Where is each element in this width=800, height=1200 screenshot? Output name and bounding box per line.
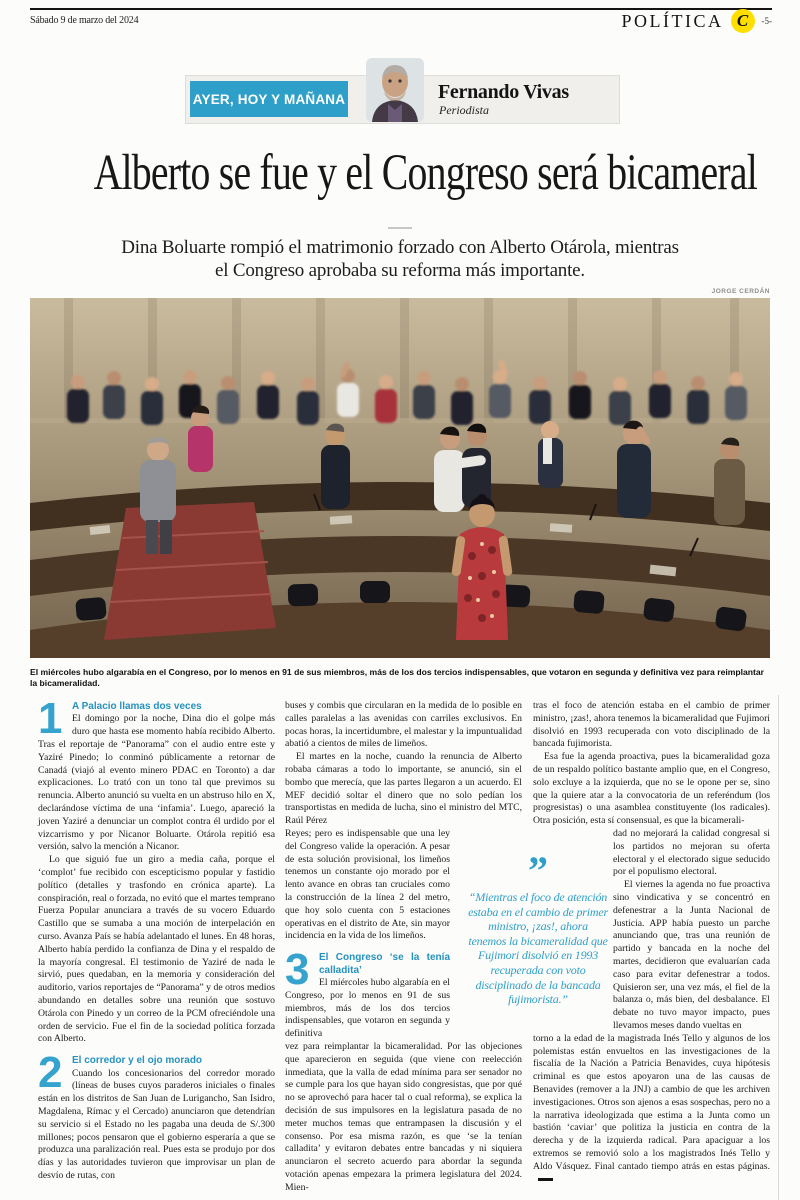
column-header-bar bbox=[185, 75, 620, 124]
article-end-mark bbox=[538, 1178, 553, 1182]
pull-quote bbox=[468, 848, 608, 1007]
section-1-number: 1 bbox=[38, 694, 63, 743]
paragraph: dad no mejorará la calidad congresal si los partidos no mejoran su oferta electoral y el electorado sigue seducido por el populismo electoral. bbox=[613, 827, 770, 878]
column-2-narrow bbox=[285, 828, 450, 1041]
section-3-number: 3 bbox=[285, 945, 310, 995]
pull-quote-text: “Mientras el foco de atención estaba en el cambio de primer ministro, ¡zas!, ahora tenemos la bicameralidad que Fujimori disolvió en 1993 recuperada con voto disciplinado de la bancada fujimorista.” bbox=[468, 890, 608, 1007]
section-1 bbox=[38, 694, 275, 854]
paragraph bbox=[533, 1033, 770, 1187]
kicker-label: AYER, HOY Y MAÑANA bbox=[192, 91, 346, 107]
paragraph: El miércoles hubo algarabía en el Congreso, por lo menos en 91 de sus miembros, más de los dos tercios indispensables, que votaron en segunda y definitiva bbox=[285, 976, 450, 1040]
section-1-title: A Palacio llamas dos veces bbox=[72, 701, 202, 712]
section-3 bbox=[285, 945, 450, 1041]
el-comercio-logo-icon: C bbox=[731, 9, 755, 33]
paragraph: El martes en la noche, cuando la renuncia de Alberto robaba cámaras a todo lo importante, se anunció, sin el bombo que merecía, que las partes llegaron a un acuerdo. El MEF decidió soltar el dinero que no solo pedían los transportistas en medida de lucha, sino el ministro del MTC, Raúl Pérez bbox=[285, 751, 522, 827]
page-number: -5- bbox=[761, 16, 772, 26]
author-role: Periodista bbox=[439, 103, 489, 117]
subhead-divider bbox=[388, 227, 412, 229]
photo-caption: El miércoles hubo algarabía en el Congreso, por lo menos en 91 de sus miembros, más de los dos tercios indispensables, que votaron en segunda y definitiva vez para reimplantar la bicameralidad. bbox=[30, 667, 765, 688]
author-name: Fernando Vivas bbox=[438, 81, 569, 103]
headline: Alberto se fue y el Congreso será bicameral bbox=[93, 145, 758, 201]
edition-date: Sábado 9 de marzo del 2024 bbox=[30, 15, 139, 26]
paragraph-text: torno a la edad de la magistrada Inés Tello y algunos de los polemistas están envueltos en las investigaciones de la fiscalía de la Nación a Patricia Benavides, cuya hipótesis criminal es que estos apoyaron una de las causas de Benavides (remover a la JNJ) a cambio de que les archiven investigaciones. Otros son ajenos a esas sospechas, pero no a la narrativa ideologizada que estima a la Junta como un bastión ‘caviar’ que politiza la justicia en contra de la derecha y de la izquierda radical. Para apaciguar a los extremos se removió solo a los magistrados Inés Tello y Aldo Vásquez. Final cantado tiempo atrás en estas páginas. bbox=[533, 1032, 770, 1172]
section-2-title: El corredor y el ojo morado bbox=[72, 1055, 203, 1067]
photo-credit: JORGE CERDÁN bbox=[711, 288, 770, 295]
paragraph: Reyes; pero es indispensable que una ley del Congreso valide la operación. A pesar de esta solución provisional, los limeños tenemos un constante ojo morado por el lento avance en obras tan cruciales como la construcción de la línea 2 del metro, que hoy solo cuenta con 5 estaciones operativas en el distrito de Ate, sin mayor incidencia en la vida de los limeños. bbox=[285, 827, 450, 942]
paragraph: buses y combis que circularan en la medida de lo posible en calles paralelas a las avenidas con carriles exclusivos. En pocas horas, la incertidumbre, el malestar y la impuntualidad abatió a cientos de miles de limeños. bbox=[285, 700, 522, 750]
section-3-title: El Congreso ‘se la tenía calladita’ bbox=[319, 952, 450, 976]
author-photo bbox=[364, 58, 426, 122]
body-column-1 bbox=[38, 694, 275, 1183]
quote-icon: ” bbox=[528, 848, 548, 893]
paragraph: Lo que siguió fue un giro a media caña, porque el ‘complot’ fue recibido con escepticismo popular y fastidio político (detalles y trasfondo en crónica aparte). La conspiración, real o forzada, no evitó que el martes temprano Fuerza Popular anunciara a través de su vocero Eduardo Castillo que se sumaba a una moción de interpelación en curso. Avanza País se había adelantado el lunes. En 48 horas, Alberto había perdido la confianza de Dina y el respaldo de la mayoría congresal. El testimonio de Yaziré de nada le sirvió, pues quedaban, en la memoria y consideración del auditorio, varios reportajes de “Panorama” y de otros medios abundando en detalles sobre una reunión que sostuvo Otárola con Pinedo y un correo de la PCM ofreciéndole una orden de servicio. Fue el fin de la sociedad política forzada con Alberto. bbox=[38, 854, 275, 1045]
column-3-narrow bbox=[613, 828, 770, 1033]
paragraph: Cuando los concesionarios del corredor morado (líneas de buses cuyos paraderos iniciales o finales están en los distritos de San Juan de Lurigancho, San Isidro, Magdalena, Rímac y el Cercado) anunciaron que detendrían su servicio si el Estado no les pagaba una deuda de S/.300 millones; pocos pensaron que el gobierno esperaría a que se produzca una paralización real. Pues esta se produjo por dos días y las autoridades tuvieron que improvisar un plan de desvío de rutas, con bbox=[38, 1067, 275, 1181]
paragraph: Esa fue la agenda proactiva, pues la bicameralidad goza de un respaldo político bastante amplio que, en el Congreso, solo excluye a la izquierda, que no se le opone per se, sino que la quiere atar a la convocatoria de un referéndum (los progresistas) o una asamblea constituyente (los radicales). Otra posición, esta sí consensual, es que la bicamerali- bbox=[533, 751, 770, 827]
paragraph: tras el foco de atención estaba en el cambio de primer ministro, ¡zas!, ahora tenemos la bicameralidad que Fujimori disolvió en 1993 recuperada con voto disciplinado de la bancada fujimorista. bbox=[533, 700, 770, 750]
subhead: Dina Boluarte rompió el matrimonio forzado con Alberto Otárola, mientras el Congreso aprobaba su reforma más importante. bbox=[121, 237, 679, 281]
column-kicker bbox=[190, 81, 348, 117]
column-rule bbox=[778, 695, 779, 1200]
congress-photo bbox=[30, 298, 770, 658]
paragraph: El viernes la agenda no fue proactiva sino vindicativa y se concentró en defenestrar a la Junta Nacional de Justicia. APP había puesto un parche anunciando que, tras una reunión de partido y bancada en la noche del martes, decidieron que evaluarían cada caso para evitar defenestrar a todos. Quisieron ser, una vez más, el fiel de la balanza o, más bien, del desbalance. El debate no tuvo mayor impacto, pues llevamos meses dando vueltas en bbox=[613, 879, 770, 1031]
section-title: POLÍTICA bbox=[621, 10, 724, 31]
paragraph: El domingo por la noche, Dina dio el golpe más duro que hasta ese momento había recibido Alberto. Tras el reportaje de “Panorama” con el audio entre este y Yaziré Pinedo; lo conminó públicamente a retornar de Canadá (viajó al evento minero PDAC en Toronto) a dar explicaciones. Lo trató con un tono tal que previmos su renuncia. Alberto anunció su vuelta en un abstruso hilo en X, declarándose víctima de una ‘infamia’. Luego, apareció la joven Yaziré a denunciar un complot contra él urdido por el vizcarrismo y por Nicanor Boluarte. Otárola repitió esa versión, salvo la mención a Nicanor. bbox=[38, 713, 275, 853]
section-2-number: 2 bbox=[38, 1048, 63, 1098]
paragraph: vez para reimplantar la bicameralidad. Por las objeciones que aparecieron en seguida (que viene con reelección inmediata, que la valla de edad mínima para ser senador no se cumple para los que hayan sido congresistas, que por qué no se aprovechó para hacer tal o cual reforma), se explica la decisión de sus impulsores en la legislatura pasada de no meter muchos temas que entrampasen la discusión y el consenso. Por esa misma razón, es que ‘se la tenían calladita’ y evitaron debates entre bancadas y ni siquiera anunciaron el secreto acuerdo para abordar la segunda votación apenas empezara la primera legislatura del 2024. Mien- bbox=[285, 1040, 522, 1193]
masthead bbox=[622, 9, 773, 33]
section-2 bbox=[38, 1048, 275, 1183]
